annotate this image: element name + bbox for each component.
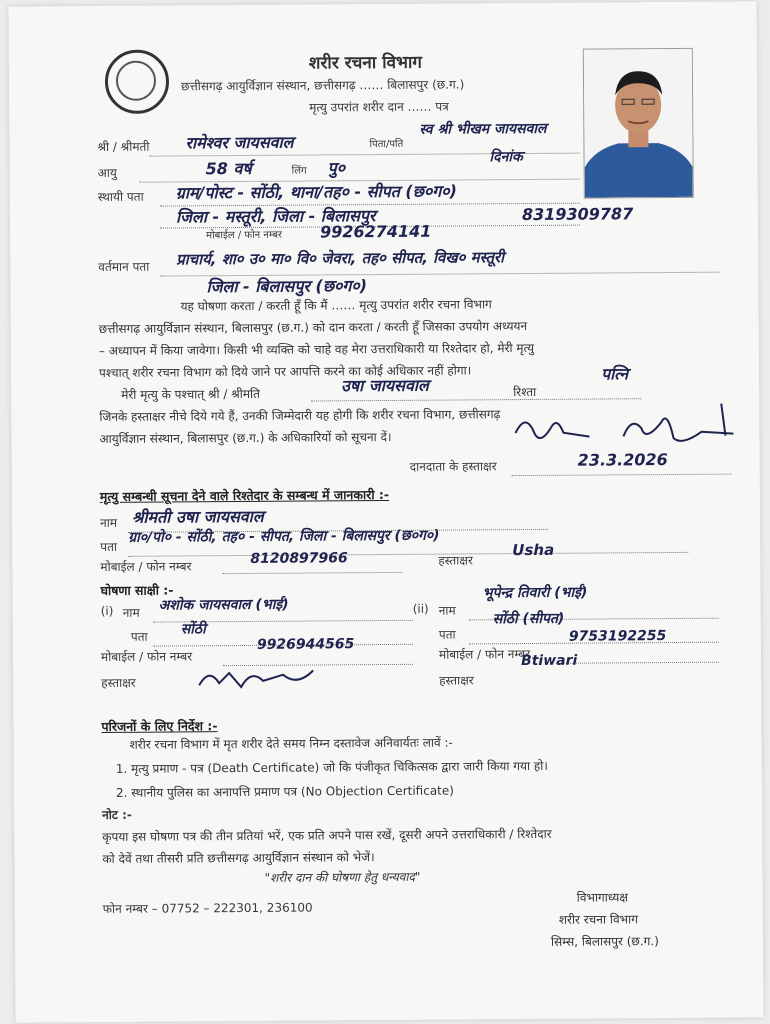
donor-name-label: श्री / श्रीमती <box>97 139 150 155</box>
hod-department: शरीर रचना विभाग <box>558 912 638 927</box>
donor-age-label: आयु <box>97 165 117 181</box>
witness1-name-label: नाम <box>122 605 140 620</box>
donor-name-value: रामेश्वर जायसवाल <box>185 132 294 153</box>
donor-father-value: स्व श्री भीखम जायसवाल <box>419 120 547 138</box>
witness1-mobile-value: 9926944565 <box>256 636 355 653</box>
note-label: नोट :- <box>102 807 132 822</box>
witness1-mobile-label: मोबाईल / फोन नम्बर <box>100 649 193 664</box>
institute-logo <box>105 50 169 114</box>
declaration-line-5: जिनके हस्ताक्षर नीचे दिये गये हैं, उनकी जिम्मेदारी यह होगी कि शरीर रचना विभाग, छत्तीसगढ़ <box>99 407 501 424</box>
declaration-line-6: आयुर्विज्ञान संस्थान, बिलासपुर (छ.ग.) के अधिकारियों को सूचना दें। <box>99 429 392 446</box>
curr-address-label: वर्तमान पता <box>98 259 150 275</box>
perm-mobile-2: 8319309787 <box>521 204 634 225</box>
after-death-label: मेरी मृत्यु के पश्चात् श्री / श्रीमति <box>121 386 261 402</box>
relative-address-label: पता <box>100 539 118 554</box>
witness2-mobile-value: 9753192255 <box>568 628 667 645</box>
donor-gender-label: लिंग <box>291 165 307 177</box>
donor-signature <box>511 402 741 456</box>
donor-photo <box>583 48 694 199</box>
witness1-name-value: अशोक जायसवाल (भाई) <box>158 596 289 614</box>
declaration-line-4: पश्चात् शरीर रचना विभाग को दिये जाने पर आपत्ति करने का कोई अधिकार नहीं होगा। <box>98 363 472 380</box>
witness1-address-value: सोंठी <box>180 621 206 638</box>
witness2-name-label: नाम <box>438 603 456 618</box>
hod-title: विभागाध्यक्ष <box>576 890 629 905</box>
witness2-mobile-label: मोबाईल / फोन नम्बर <box>438 646 531 662</box>
instructions-item-1: 1. मृत्यु प्रमाण - पत्र (Death Certificate) जो कि पंजीकृत चिकित्सक द्वारा जारी किया गया हो। <box>115 758 548 776</box>
form-title: मृत्यु उपरांत शरीर दान …… पत्र <box>309 99 449 115</box>
perm-mobile-label: मोबाईल / फोन नम्बर <box>206 229 283 242</box>
relative-sign-label: हस्ताक्षर <box>438 553 473 568</box>
note-line-1: कृपया इस घोषणा पत्र की तीन प्रतियां भरें, एक प्रति अपने पास रखें, दूसरी अपने उत्तराधिकारी / रिश्तेदार <box>102 826 552 844</box>
declaration-line-2: छत्तीसगढ़ आयुर्विज्ञान संस्थान, बिलासपुर (छ.ग.) को दान करता / करती हूँ जिसका उपयोग अध्ययन <box>98 319 528 337</box>
perm-mobile-1: 9926274141 <box>319 221 432 242</box>
note-line-2: को देवें तथा तीसरी प्रति छत्तीसगढ़ आयुर्विज्ञान संस्थान को भेजें। <box>102 850 375 866</box>
perm-address-line1: ग्राम/पोस्ट - सोंठी, थाना/तह० - सीपत (छ०ग०) <box>175 181 457 203</box>
witness2-number: (ii) <box>412 601 429 616</box>
instructions-intro: शरीर रचना विभाग में मृत शरीर देते समय निम्न दस्तावेज अनिवार्यतः लावें :- <box>129 735 453 752</box>
donor-sign-label: दानदाता के हस्ताक्षर <box>409 459 497 474</box>
perm-address-line2: जिला - मस्तूरी, जिला - बिलासपुर <box>175 206 376 227</box>
donor-age-value: 58 वर्ष <box>205 158 252 179</box>
donor-extra-value: दिनांक <box>489 149 523 166</box>
witness2-sign-label: हस्ताक्षर <box>439 673 474 688</box>
curr-address-line2: जिला - बिलासपुर (छ०ग०) <box>206 276 368 297</box>
witness-section-title: घोषणा साक्षी :- <box>100 582 174 598</box>
institute-name: छत्तीसगढ़ आयुर्विज्ञान संस्थान, छत्तीसगढ़ …… बिलासपुर (छ.ग.) <box>180 77 465 94</box>
witness1-sign-label: हस्ताक्षर <box>101 675 136 690</box>
relation-label: रिश्ता <box>513 384 537 400</box>
relative-section-title: मृत्यु सम्बन्धी सूचना देने वाले रिश्तेदार के सम्बन्ध में जानकारी :- <box>99 486 390 504</box>
perm-address-label: स्थायी पता <box>97 189 144 205</box>
relative-signature: Usha <box>512 540 555 560</box>
witness2-name-value: भूपेन्द्र तिवारी (भाई) <box>482 584 588 602</box>
instructions-title: परिजनों के लिए निर्देश :- <box>101 718 218 734</box>
declaration-line-3: – अध्यापन में किया जावेगा। किसी भी व्यक्ति को चाहे वह मेरा उत्तराधिकारी या रिश्तेदार हो, मेरी मृत्यु <box>98 340 535 359</box>
witness1-number: (i) <box>100 603 114 618</box>
relative-address-value: ग्रा०/पो० - सोंठी, तह० - सीपत, जिला - बिलासपुर (छ०ग०) <box>128 527 440 546</box>
instructions-item-2: 2. स्थानीय पुलिस का अनापत्ति प्रमाण पत्र (No Objection Certificate) <box>115 783 454 800</box>
donor-gender-value: पु० <box>327 158 346 178</box>
witness2-address-label: पता <box>438 627 456 642</box>
page-title: शरीर रचना विभाग <box>308 52 423 74</box>
relative-mobile-label: मोबाईल / फोन नम्बर <box>100 559 192 574</box>
witness1-address-label: पता <box>130 629 148 644</box>
thanks-line: "शरीर दान की घोषणा हेतु धन्यवाद" <box>264 869 421 885</box>
document-page <box>8 1 763 1022</box>
after-death-value: उषा जायसवाल <box>341 375 429 396</box>
witness1-signature <box>193 660 333 695</box>
witness2-signature: Btiwari <box>520 652 578 670</box>
relative-name-label: नाम <box>100 515 118 530</box>
donor-father-label: पिता/पति <box>369 138 404 151</box>
relation-value: पत्नि <box>600 364 629 384</box>
relative-mobile-value: 8120897966 <box>250 550 348 567</box>
curr-address-line1: प्राचार्य, शा० उ० मा० वि० जेवरा, तह० सीपत, विख० मस्तूरी <box>176 248 505 269</box>
declaration-line-1: यह घोषणा करता / करती हूँ कि मैं …… मृत्यु उपरांत शरीर रचना विभाग <box>180 297 492 314</box>
witness2-address-value: सोंठी (सीपत) <box>492 610 565 628</box>
donor-photo-image <box>584 49 693 198</box>
hod-institute: सिम्स, बिलासपुर (छ.ग.) <box>550 934 659 949</box>
phone-numbers: फोन नम्बर – 07752 – 222301, 236100 <box>102 900 313 916</box>
declaration-date: 23.3.2026 <box>577 450 668 470</box>
relative-name-value: श्रीमती उषा जायसवाल <box>131 506 264 527</box>
